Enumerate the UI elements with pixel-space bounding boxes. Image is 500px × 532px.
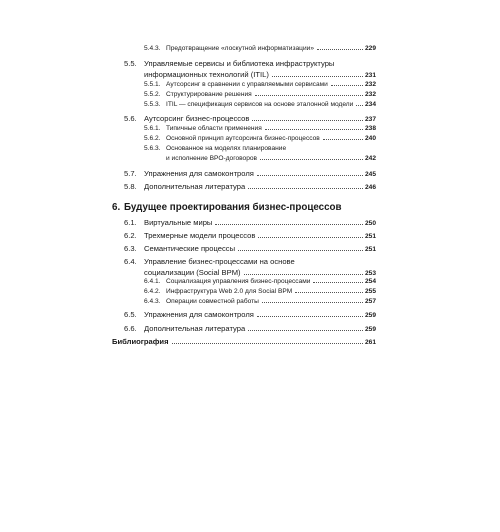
entry-number: 5.5.3. bbox=[144, 101, 161, 108]
entry-number: 5.7. bbox=[124, 169, 137, 178]
entry-page: 259 bbox=[364, 312, 376, 319]
entry-title: Операции совместной работы bbox=[166, 298, 259, 305]
entry-number: 5.5.2. bbox=[144, 91, 161, 98]
entry-title-continued: информационных технологий (ITIL) bbox=[144, 70, 269, 79]
entry-page: 254 bbox=[364, 278, 376, 285]
toc-entry-5-5-2[interactable] bbox=[144, 92, 376, 99]
entry-title: Основанное на моделях планирование bbox=[166, 145, 287, 152]
toc-entry-6-4-continued[interactable] bbox=[144, 269, 376, 278]
dot-leader bbox=[244, 273, 363, 275]
entry-page: 231 bbox=[364, 72, 376, 79]
entry-title: Типичные области применения bbox=[166, 125, 262, 132]
entry-page: 253 bbox=[364, 270, 376, 277]
dot-leader bbox=[313, 281, 363, 283]
entry-title: Семантические процессы bbox=[144, 244, 236, 253]
dot-leader bbox=[248, 329, 363, 331]
dot-leader bbox=[172, 342, 363, 344]
entry-title: Предотвращение «лоскутной информатизации» bbox=[166, 45, 314, 52]
entry-page: 232 bbox=[364, 91, 376, 98]
toc-entry-6-6[interactable] bbox=[124, 325, 376, 334]
toc-entry-5-5-1[interactable] bbox=[144, 82, 376, 89]
entry-page: 237 bbox=[364, 116, 376, 123]
toc-entry-5-6-3-continued[interactable] bbox=[166, 156, 376, 163]
entry-title: Дополнительная литература bbox=[144, 324, 246, 333]
entry-number: 5.6.2. bbox=[144, 135, 161, 142]
entry-page: 251 bbox=[364, 233, 376, 240]
dot-leader bbox=[255, 94, 363, 96]
entry-page: 240 bbox=[364, 135, 376, 142]
toc-entry-5-5[interactable] bbox=[124, 60, 376, 68]
entry-title: Упражнения для самоконтроля bbox=[144, 310, 254, 319]
toc-entry-5-4-3[interactable] bbox=[144, 46, 376, 53]
toc-entry-6-4[interactable] bbox=[124, 258, 376, 266]
entry-title: Дополнительная литература bbox=[144, 182, 246, 191]
toc-entry-bibliography[interactable] bbox=[112, 338, 376, 347]
entry-title: Управление бизнес-процессами на основе bbox=[144, 257, 295, 266]
entry-page: 255 bbox=[364, 288, 376, 295]
entry-title: Инфраструктура Web 2.0 для Social BPM bbox=[166, 288, 293, 295]
entry-number: 6.4.2. bbox=[144, 288, 161, 295]
entry-title: Аутсорсинг бизнес-процессов bbox=[144, 114, 250, 123]
toc-entry-5-6-3[interactable] bbox=[144, 146, 376, 153]
entry-number: 6.4.3. bbox=[144, 298, 161, 305]
dot-leader bbox=[317, 48, 363, 50]
entry-page: 261 bbox=[364, 339, 376, 346]
toc-entry-6-4-1[interactable] bbox=[144, 279, 376, 286]
toc-entry-5-5-3[interactable] bbox=[144, 102, 376, 109]
entry-title-continued: социализации (Social BPM) bbox=[144, 268, 241, 277]
entry-page: 251 bbox=[364, 246, 376, 253]
entry-title: Социализация управления бизнес-процессами bbox=[166, 278, 311, 285]
dot-leader bbox=[248, 187, 363, 189]
entry-page: 229 bbox=[364, 45, 376, 52]
entry-title: Трехмерные модели процессов bbox=[144, 231, 256, 240]
entry-title: Виртуальные миры bbox=[144, 218, 213, 227]
dot-leader bbox=[257, 315, 363, 317]
toc-entry-6-2[interactable] bbox=[124, 232, 376, 241]
dot-leader bbox=[257, 174, 363, 176]
entry-page: 234 bbox=[364, 101, 376, 108]
entry-title: Структурирование решения bbox=[166, 91, 252, 98]
entry-title-continued: и исполнение BPO-договоров bbox=[166, 155, 258, 162]
toc-entry-6-5[interactable] bbox=[124, 311, 376, 320]
entry-title: Управляемые сервисы и библиотека инфраструктуры bbox=[144, 59, 335, 68]
toc-entry-5-8[interactable] bbox=[124, 183, 376, 192]
entry-title: Аутсорсинг в сравнении с управляемыми сервисами bbox=[166, 81, 328, 88]
entry-number: 5.5. bbox=[124, 59, 137, 68]
dot-leader bbox=[272, 75, 363, 77]
entry-page: 238 bbox=[364, 125, 376, 132]
entry-page: 250 bbox=[364, 220, 376, 227]
entry-page: 257 bbox=[364, 298, 376, 305]
entry-number: 6.1. bbox=[124, 218, 137, 227]
entry-page: 246 bbox=[364, 184, 376, 191]
toc-entry-5-5-continued[interactable] bbox=[144, 71, 376, 80]
entry-number: 5.5.1. bbox=[144, 81, 161, 88]
toc-entry-5-6[interactable] bbox=[124, 115, 376, 124]
dot-leader bbox=[323, 138, 363, 140]
entry-number: 5.8. bbox=[124, 182, 137, 191]
dot-leader bbox=[265, 128, 363, 130]
dot-leader bbox=[215, 223, 363, 225]
dot-leader bbox=[295, 291, 363, 293]
entry-title: Упражнения для самоконтроля bbox=[144, 169, 254, 178]
entry-title: Основной принцип аутсорсинга бизнес-процессов bbox=[166, 135, 320, 142]
toc-entry-6-1[interactable] bbox=[124, 219, 376, 228]
entry-number: 6.2. bbox=[124, 231, 137, 240]
entry-page: 259 bbox=[364, 326, 376, 333]
entry-title: ITIL — спецификация сервисов на основе эталонной модели bbox=[166, 101, 354, 108]
toc-entry-6-4-3[interactable] bbox=[144, 299, 376, 306]
chapter-title: Будущее проектирования бизнес-процессов bbox=[124, 202, 342, 213]
dot-leader bbox=[260, 158, 363, 160]
dot-leader bbox=[262, 301, 363, 303]
entry-page: 245 bbox=[364, 171, 376, 178]
dot-leader bbox=[252, 119, 363, 121]
entry-number: 6.6. bbox=[124, 324, 137, 333]
entry-number: 5.4.3. bbox=[144, 45, 161, 52]
entry-number: 6.3. bbox=[124, 244, 137, 253]
entry-number: 5.6.1. bbox=[144, 125, 161, 132]
entry-number: 6.5. bbox=[124, 310, 137, 319]
entry-number: 6.4. bbox=[124, 257, 137, 266]
entry-number: 5.6.3. bbox=[144, 145, 161, 152]
entry-page: 232 bbox=[364, 81, 376, 88]
toc-entry-6-4-2[interactable] bbox=[144, 289, 376, 296]
toc-chapter-6[interactable] bbox=[112, 203, 376, 213]
entry-number: 6.4.1. bbox=[144, 278, 161, 285]
chapter-number: 6. bbox=[112, 202, 121, 213]
dot-leader bbox=[238, 249, 363, 251]
dot-leader bbox=[331, 84, 363, 86]
entry-title: Библиография bbox=[112, 337, 169, 346]
toc-entry-5-6-2[interactable] bbox=[144, 136, 376, 143]
toc-entry-6-3[interactable] bbox=[124, 245, 376, 254]
toc-entry-5-7[interactable] bbox=[124, 170, 376, 179]
toc-entry-5-6-1[interactable] bbox=[144, 126, 376, 133]
entry-page: 242 bbox=[364, 155, 376, 162]
entry-number: 5.6. bbox=[124, 114, 137, 123]
dot-leader bbox=[356, 104, 363, 106]
dot-leader bbox=[258, 236, 363, 238]
